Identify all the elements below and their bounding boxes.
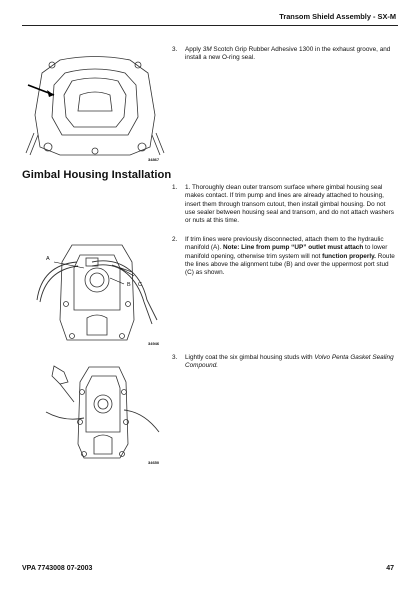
step-top-3 bbox=[172, 46, 397, 63]
figure-gimbal-studs bbox=[44, 362, 164, 462]
callout-b: B bbox=[127, 282, 131, 288]
step-text: Apply 3M Scotch Grip Rubber Adhesive 1300 in the exhaust groove, and install a new O-ring seal. bbox=[185, 46, 391, 62]
header-title: Transom Shield Assembly - SX-M bbox=[279, 12, 396, 21]
figure-number: 34867 bbox=[148, 157, 160, 162]
step-text: Lightly coat the six gimbal housing studs with Volvo Penta Gasket Sealing Compound. bbox=[185, 354, 394, 370]
step-3 bbox=[172, 354, 397, 371]
gimbal-studs-illustration bbox=[44, 362, 164, 462]
footer-page-number: 47 bbox=[386, 565, 394, 572]
header-rule bbox=[22, 25, 398, 26]
exhaust-groove-illustration bbox=[20, 55, 170, 163]
step-text: If trim lines were previously disconnected, attach them to the hydraulic manifold (A). Note: Line from pump “UP” outlet must attach to lower manifold opening, otherwise trim system will not function properly. Route the lines above the alignment tube (B) and over the uppermost port stud (C) as shown. bbox=[185, 236, 395, 277]
step-number: 3. bbox=[172, 46, 178, 53]
trim-lines-illustration bbox=[32, 240, 162, 348]
figure-trim-lines bbox=[32, 240, 162, 348]
step-2 bbox=[172, 236, 397, 277]
callout-c: C bbox=[138, 282, 142, 288]
figure-number: 34946 bbox=[148, 341, 160, 346]
step-number: 2. bbox=[172, 236, 178, 243]
section-title: Gimbal Housing Installation bbox=[22, 169, 172, 181]
figure-number: 34650 bbox=[148, 460, 160, 465]
step-number: 3. bbox=[172, 354, 178, 361]
step-1 bbox=[172, 184, 397, 225]
step-text: 1. Thoroughly clean outer transom surface where gimbal housing seal makes contact. If trim pump and lines are already attached to housing, insert them through transom cutout, then install gimbal housing. Do not use sealer between housing seal and transom, and do not attach washers or nuts at this time. bbox=[185, 184, 394, 225]
step-number: 1. bbox=[172, 184, 178, 191]
footer-doc-id: VPA 7743008 07-2003 bbox=[22, 565, 93, 572]
callout-a: A bbox=[46, 256, 50, 262]
figure-exhaust-groove bbox=[20, 55, 170, 163]
